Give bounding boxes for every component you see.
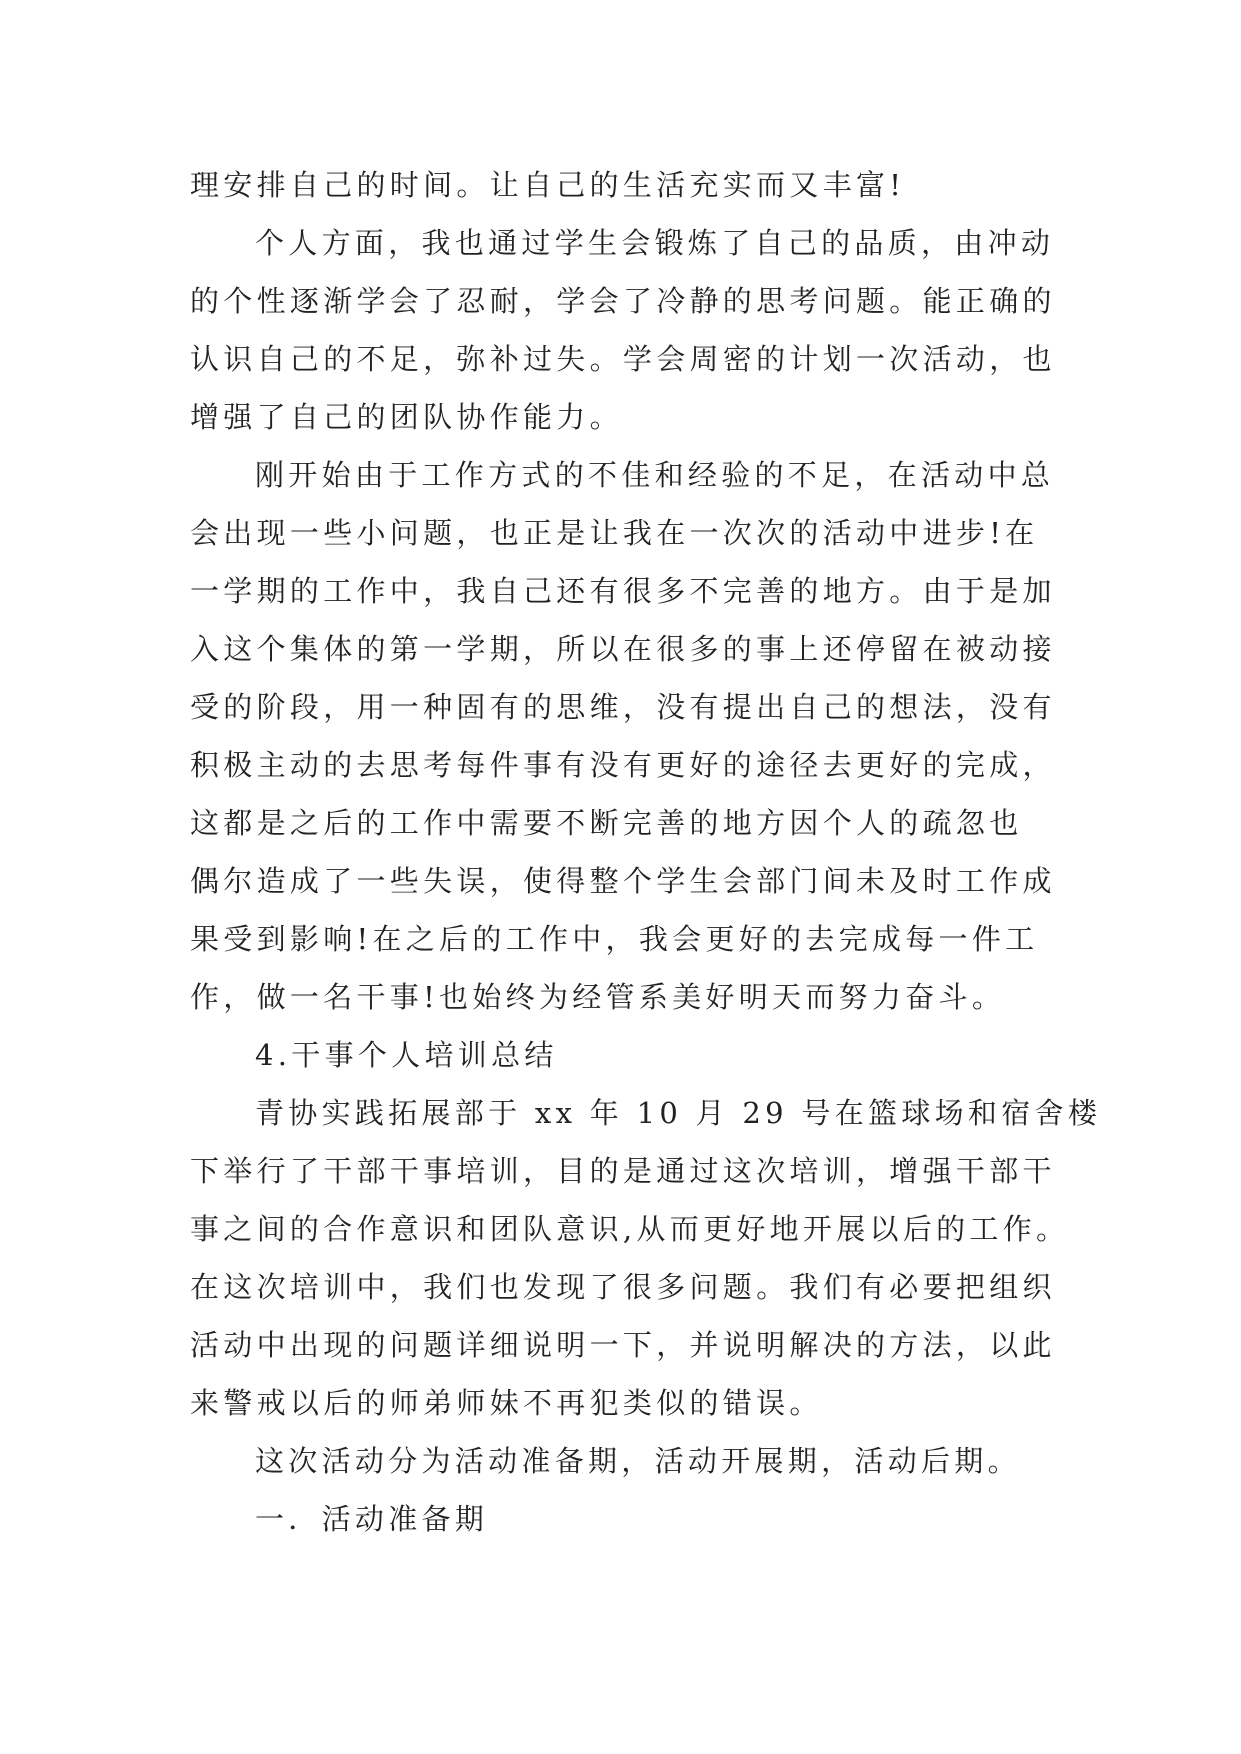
text-line: 果受到影响!在之后的工作中，我会更好的去完成每一件工: [190, 922, 1039, 956]
text-line: 事之间的合作意识和团队意识,从而更好地开展以后的工作。: [190, 1212, 1070, 1246]
text-line: 偶尔造成了一些失误，使得整个学生会部门间未及时工作成: [190, 864, 1056, 898]
paragraph: [190, 1026, 1070, 1084]
text-line: 这都是之后的工作中需要不断完善的地方因个人的疏忽也: [190, 806, 1023, 840]
text-line: 受的阶段，用一种固有的思维，没有提出自己的想法，没有: [190, 690, 1056, 724]
text-line: 一．活动准备期: [255, 1502, 489, 1536]
text-line: 的个性逐渐学会了忍耐，学会了冷静的思考问题。能正确的: [190, 284, 1056, 318]
text-line: 活动中出现的问题详细说明一下，并说明解决的方法，以此: [190, 1328, 1056, 1362]
text-line: 刚开始由于工作方式的不佳和经验的不足，在活动中总: [255, 458, 1055, 492]
text-line: 下举行了干部干事培训，目的是通过这次培训，增强干部干: [190, 1154, 1056, 1188]
text-line: 理安排自己的时间。让自己的生活充实而又丰富!: [190, 168, 906, 202]
text-line: 一学期的工作中，我自己还有很多不完善的地方。由于是加: [190, 574, 1056, 608]
text-line: 4.干事个人培训总结: [255, 1038, 558, 1072]
paragraph: [190, 446, 1070, 1026]
text-line: 青协实践拓展部于 xx 年 10 月 29 号在篮球场和宿舍楼: [255, 1096, 1102, 1130]
paragraph: [190, 1490, 1070, 1548]
text-line: 个人方面，我也通过学生会锻炼了自己的品质，由冲动: [255, 226, 1055, 260]
text-line: 入这个集体的第一学期，所以在很多的事上还停留在被动接: [190, 632, 1056, 666]
paragraph: [190, 156, 1070, 214]
paragraph: [190, 214, 1070, 446]
text-line: 认识自己的不足，弥补过失。学会周密的计划一次活动，也: [190, 342, 1056, 376]
text-line: 作，做一名干事!也始终为经管系美好明天而努力奋斗。: [190, 980, 1006, 1014]
document-body: [190, 156, 1102, 1548]
text-line: 这次活动分为活动准备期，活动开展期，活动后期。: [255, 1444, 1021, 1478]
text-line: 在这次培训中，我们也发现了很多问题。我们有必要把组织: [190, 1270, 1056, 1304]
text-line: 会出现一些小问题，也正是让我在一次次的活动中进步!在: [190, 516, 1039, 550]
paragraph: [190, 1084, 1102, 1432]
text-line: 来警戒以后的师弟师妹不再犯类似的错误。: [190, 1386, 823, 1420]
text-line: 积极主动的去思考每件事有没有更好的途径去更好的完成，: [190, 748, 1056, 782]
text-line: 增强了自己的团队协作能力。: [190, 400, 623, 434]
paragraph: [190, 1432, 1070, 1490]
